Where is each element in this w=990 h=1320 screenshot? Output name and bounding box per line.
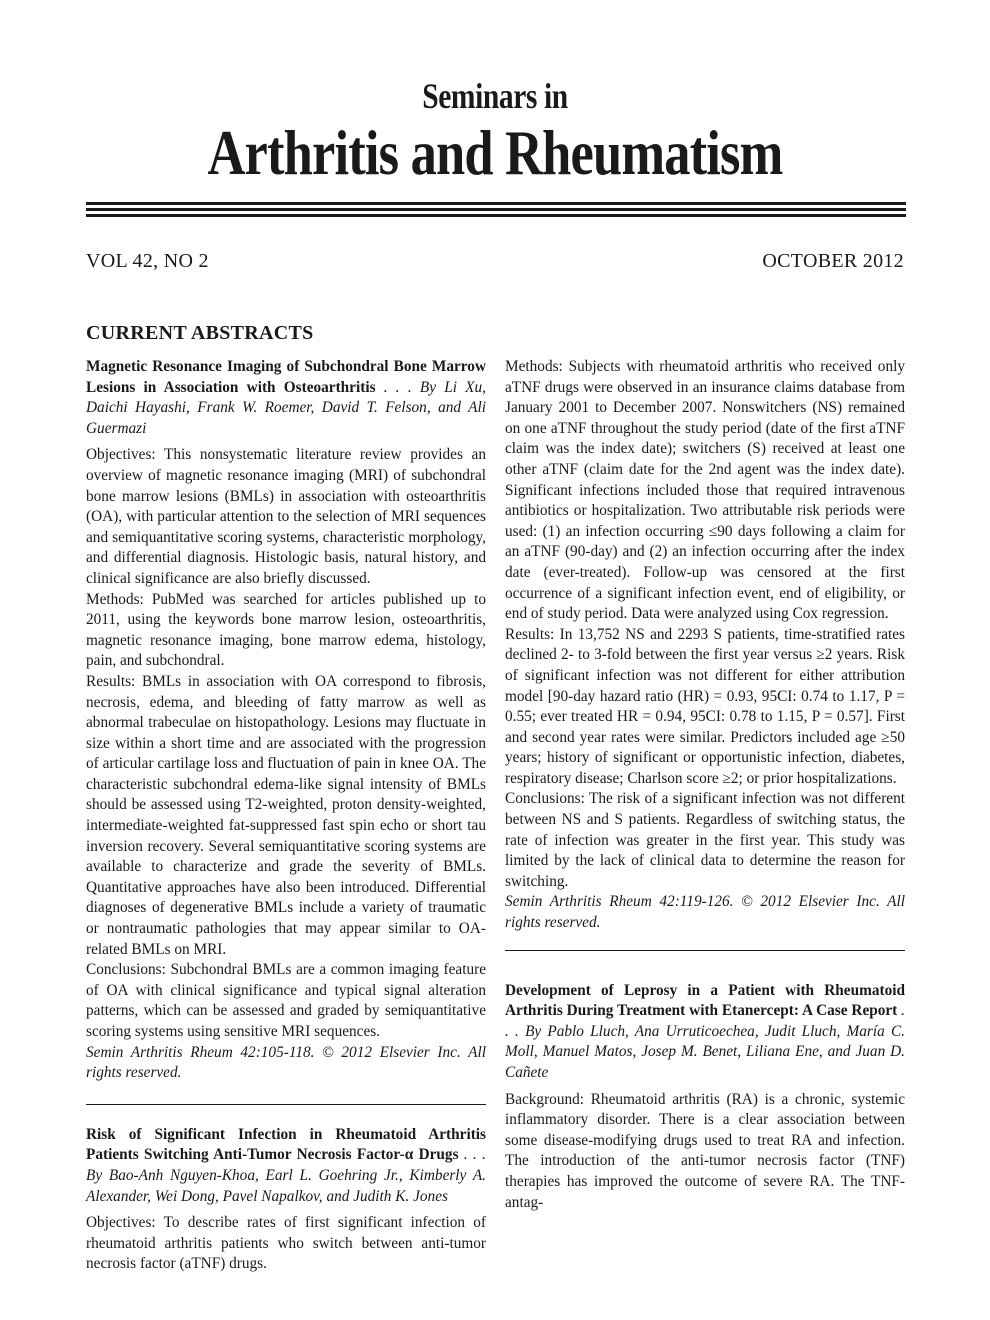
article-1-results: Results: BMLs in association with OA correspond to fibrosis, necrosis, edema, and bleeding of fatty marrow as well as abnormal trabeculae on histopathology. Lesions may fluctuate in size within a short time and are associated with the progression of articular cartilage loss and fluctuation of pain in knee OA. The characteristic subchondral edema-like signal intensity of BMLs should be assessed using T2-weighted, proton density-weighted, intermediate-weighted fat-suppressed fast spin echo or short tau inversion recovery. Several semiquantitative scoring systems are available to characterize and grade the severity of BMLs. Quantitative approaches have also been introduced. Differential diagnoses of degenerative BMLs include a variety of traumatic or nontraumatic pathologies that may appear similar to OA-related BMLs on MRI. — [86, 672, 486, 958]
article-2-title: Risk of Significant Infection in Rheumatoid Arthritis Patients Switching Anti-Tumor Necrosis Factor-α Drugs — [86, 1125, 486, 1164]
article-2-objectives: Objectives: To describe rates of first significant infection of rheumatoid arthritis patients who switch between anti-tumor necrosis factor (aTNF) drugs. — [86, 1214, 486, 1273]
article-3-background: Background: Rheumatoid arthritis (RA) is a chronic, systemic inflammatory disorder. There is a clear association between some disease-modifying drugs used to treat RA and infection. The introduction of the anti-tumor necrosis factor (TNF) therapies has improved the outcome of severe RA. The TNF-antag- — [505, 1090, 905, 1211]
journal-title-line1: Seminars in — [422, 76, 568, 116]
article-2-citation: Semin Arthritis Rheum 42:119-126. © 2012 Elsevier Inc. All rights reserved. — [505, 893, 905, 932]
issue-volume: VOL 42, NO 2 — [86, 250, 209, 272]
article-1-methods: Methods: PubMed was searched for articles published up to 2011, using the keywords bone marrow lesion, osteoarthritis, magnetic resonance imaging, bone marrow edema, histology, pain, and subchondral. — [86, 590, 486, 670]
issue-date: OCTOBER 2012 — [762, 250, 904, 272]
journal-title-line2: Arthritis and Rheumatism — [207, 117, 783, 188]
article-1-objectives: Objectives: This nonsystematic literature review provides an overview of magnetic resonance imaging (MRI) of subchondral bone marrow lesions (BMLs) in association with osteoarthritis (OA), with particular attention to the selection of MRI sequences and semiquantitative scoring systems, characteristic morphology, and differential diagnosis. Histologic basis, natural history, and clinical significance are also briefly discussed. — [86, 446, 486, 587]
article-divider — [86, 1104, 486, 1105]
right-column — [505, 357, 905, 1213]
left-column — [86, 357, 486, 1275]
article-2-header — [86, 1125, 486, 1207]
article-3-authors: By Pablo Lluch, Ana Urruticoechea, Judit Lluch, María C. Moll, Manuel Matos, Josep M. Benet, Liliana Ene, and Juan D. Cañete — [505, 1022, 906, 1081]
masthead-rule-bottom — [86, 214, 906, 217]
article-3-header — [505, 981, 905, 1084]
article-3-separator: . . . — [505, 1002, 905, 1040]
article-1-citation: Semin Arthritis Rheum 42:105-118. © 2012 Elsevier Inc. All rights reserved. — [86, 1043, 486, 1082]
article-2-separator: . . . — [458, 1146, 486, 1164]
masthead-rule-top — [86, 202, 906, 205]
section-heading: CURRENT ABSTRACTS — [86, 322, 314, 344]
article-2-conclusions: Conclusions: The risk of a significant infection was not different between NS and S patients. Regardless of switching status, the rate of infection was greater in the first year. This study was limited by the lack of clinical data to determine the reason for switching. — [505, 790, 905, 890]
journal-masthead — [0, 76, 990, 186]
article-2-methods: Methods: Subjects with rheumatoid arthritis who received only aTNF drugs were observed in an insurance claims database from January 2001 to December 2007. Nonswitchers (NS) remained on one aTNF throughout the study period (date of the first aTNF claim was the index date); switchers (S) received at least one other aTNF (claim date for the 2nd agent was the index date). Significant infections included those that required intravenous antibiotics or hospitalization. Two attributable risk periods were used: (1) an infection occurring ≤90 days following a claim for an aTNF (90-day) and (2) an infection occurring after the index date (ever-treated). Follow-up was censored at the first occurrence of a significant infection event, end of eligibility, or end of study period. Data were analyzed using Cox regression. — [505, 358, 905, 623]
article-2-results: Results: In 13,752 NS and 2293 S patients, time-stratified rates declined 2- to 3-fold between the first year versus ≥2 years. Risk of significant infection was not different for either attribution model [90-day hazard ratio (HR) = 0.93, 95CI: 0.74 to 1.17, P = 0.55; ever treated HR = 0.94, 95CI: 0.78 to 1.15, P = 0.57]. First and second year rates were similar. Predictors included age ≥50 years; history of significant or opportunistic infection, diabetes, respiratory disease; Charlson score ≥2; or prior hospitalizations. — [505, 625, 905, 787]
article-1-authors: By Li Xu, Daichi Hayashi, Frank W. Roemer, David T. Felson, and Ali Guermazi — [86, 378, 486, 437]
masthead-rule-middle — [86, 208, 906, 211]
article-1-separator: . . . — [375, 378, 420, 396]
article-1-header — [86, 357, 486, 439]
article-1-conclusions: Conclusions: Subchondral BMLs are a common imaging feature of OA with clinical significance and typical signal alteration patterns, which can be assessed and graded by semiquantitative scoring systems using sensitive MRI sequences. — [86, 961, 486, 1040]
article-1-title: Magnetic Resonance Imaging of Subchondral Bone Marrow Lesions in Association with Osteoarthritis — [86, 358, 486, 396]
article-2-authors: By Bao-Anh Nguyen-Khoa, Earl L. Goehring Jr., Kimberly A. Alexander, Wei Dong, Pavel Napalkov, and Judith K. Jones — [86, 1166, 486, 1205]
article-3-title: Development of Leprosy in a Patient with Rheumatoid Arthritis During Treatment with Etanercept: A Case Report — [505, 981, 905, 1020]
article-divider — [505, 950, 905, 951]
